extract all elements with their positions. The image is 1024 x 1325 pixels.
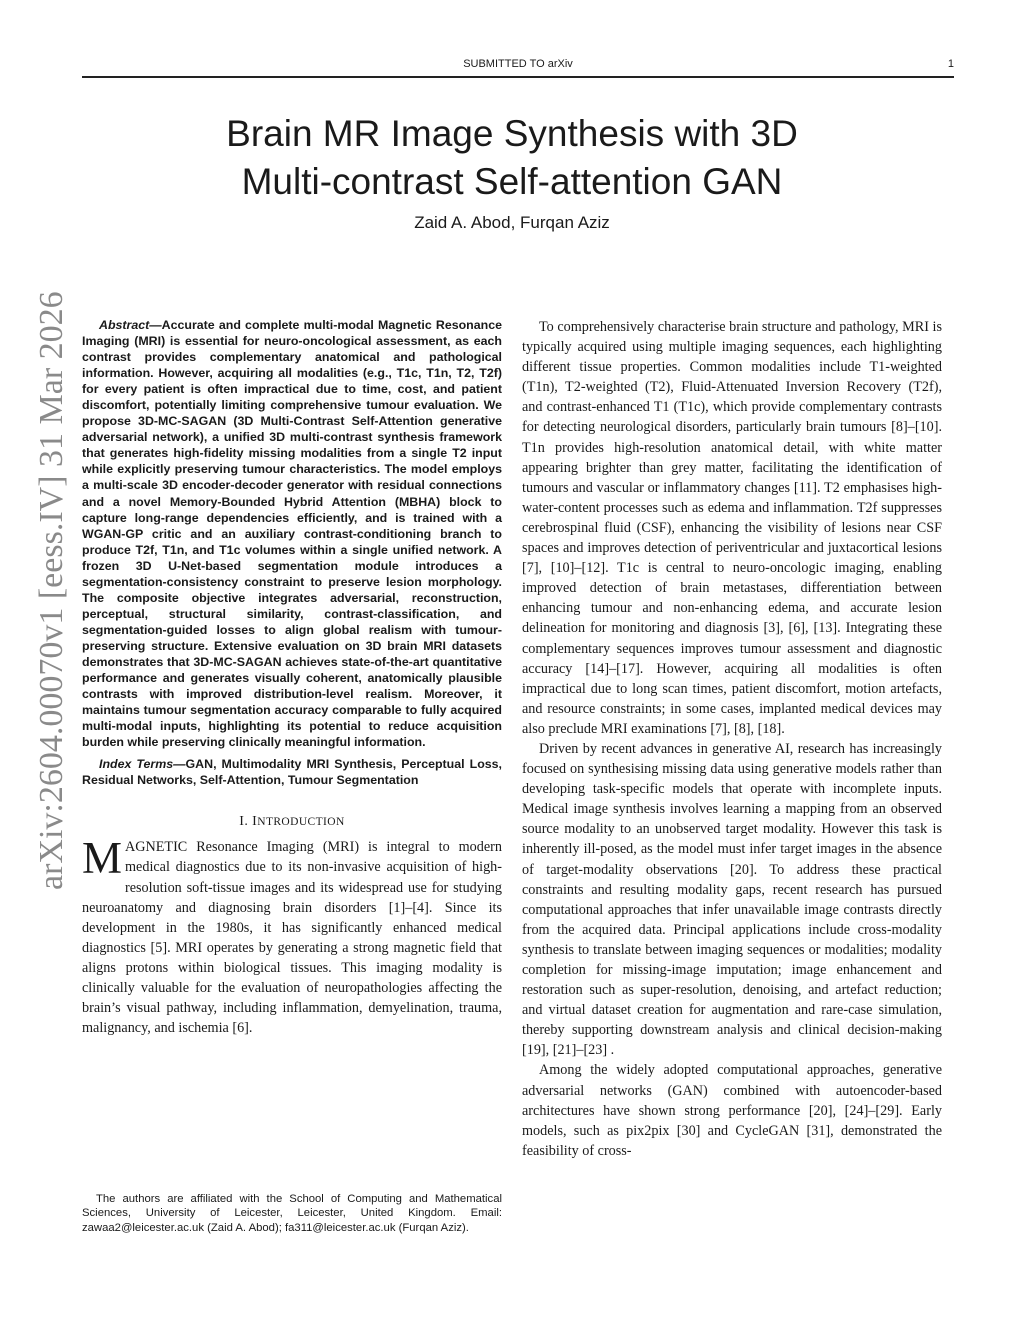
intro-paragraph-text: AGNETIC Resonance Imaging (MRI) is integral to modern medical diagnostics due to its non-invasive acquisition of high-resolution soft-tissue images and its widespread use for studying neuroanatomy and diagnosing brain disorders [1]–[4]. Since its development in the 1980s, it has significantly enhanced medical diagnostics [5]. MRI operates by generating a strong magnetic field that aligns protons within biological tissues. This imaging modality is clinically valuable for the evaluation of neuropathologies affecting the brain’s visual pathway, including inflammation, demyelination, trauma, malignancy, and ischemia [6]. [82, 839, 502, 1037]
section-heading-introduction [82, 814, 502, 830]
left-column [82, 317, 502, 1038]
right-column [522, 317, 942, 1161]
paper-title [150, 110, 874, 206]
arxiv-identifier[interactable]: arXiv:2604.00070v1 [eess.IV] 31 Mar 2026 [33, 291, 70, 890]
title-line: Brain MR Image Synthesis with 3D [226, 113, 798, 154]
running-header [82, 58, 954, 78]
affiliation-footnote: The authors are affiliated with the School of Computing and Mathematical Sciences, University of Leicester, Leicester, United Kingdom. Email: zawaa2@leicester.ac.uk (Zaid A. Abod); fa311@leicester.ac.uk (Furqan Aziz). [82, 1193, 502, 1234]
index-terms-label: Index Terms— [99, 757, 186, 772]
index-terms [82, 756, 502, 788]
abstract-label: Abstract— [99, 318, 162, 332]
section-numeral: I. I [239, 814, 258, 830]
page-number: 1 [947, 58, 954, 70]
journal-name: SUBMITTED TO arXiv [463, 58, 573, 70]
body-paragraph: To comprehensively characterise brain structure and pathology, MRI is typically acquired using multiple imaging sequences, each highlighting different tissue properties. Common modalities include T1-weighted (T1n), T2-weighted (T2), Fluid-Attenuated Inversion Recovery (T2f), and contrast-enhanced T1 (T1c), which provide complementary contrasts for detecting neurological disorders, particularly brain tumours [8]–[10]. T1n provides high-resolution anatomical detail, with white matter appearing brighter than grey matter, facilitating the identification of tumours and vascular or inflammatory changes [11]. T2 emphasises high-water-content processes such as edema and inflammation. T2f suppresses cerebrospinal fluid (CSF), enhancing the visibility of lesions near CSF spaces and improves detection of periventricular and juxtacortical lesions [7], [10]–[12]. T1c is central to neuro-oncologic imaging, enabling improved detection of brain metastases, differentiation between enhancing tumour and non-enhancing edema, and accurate lesion delineation for monitoring and diagnosis [3], [6], [13]. Integrating these complementary sequences improves tumour assessment and diagnostic accuracy [14]–[17]. However, acquiring all modalities is often impractical due to long scan times, patient discomfort, motion artefacts, and resource constraints; in some cases, implanted medical devices may also preclude MRI examinations [7], [8], [18]. [522, 319, 942, 737]
drop-cap: M [82, 833, 123, 884]
index-terms-text: GAN, Multimodality MRI Synthesis, Perceptual Loss, Residual Networks, Self-Attention, Tumour Segmentation [82, 757, 502, 788]
body-paragraph: Among the widely adopted computational approaches, generative adversarial networks (GAN) combined with autoencoder-based architectures have shown strong performance [20], [24]–[29]. Early models, such as pix2pix [30] and CycleGAN [31], demonstrated the feasibility of cross- [522, 1062, 942, 1159]
abstract [82, 317, 502, 750]
body-paragraph: Driven by recent advances in generative AI, research has increasingly focused on synthesising missing data using generative models rather than developing task-specific models that operate with incomplete inputs. Medical image synthesis involves learning a mapping from an observed source modality to an unobserved target modality. However this task is inherently ill-posed, as the model must infer target images in the absence of target-modality observations [20]. To address these practical constraints and resulting modality gaps, recent research has pursued computational approaches that infer unavailable image contrasts directly from the acquired data. Principal applications include cross-modality synthesis to translate between imaging sequences or modalities; modality completion for missing-image imputation; image enhancement and restoration such as super-resolution, denoising, and artefact reduction; and virtual dataset creation for augmentation and rare-case simulation, thereby supporting downstream analysis and clinical decision-making [19], [21]–[23] . [522, 740, 942, 1059]
abstract-text: Accurate and complete multi-modal Magnetic Resonance Imaging (MRI) is essential for neuro-oncological assessment, as each contrast provides complementary anatomical and pathological information. However, acquiring all modalities (e.g., T1c, T1n, T2, T2f) for every patient is often impractical due to time, cost, and patient discomfort, potentially limiting comprehensive tumour evaluation. We propose 3D-MC-SAGAN (3D Multi-Contrast Self-Attention generative adversarial network), a unified 3D multi-contrast synthesis framework that generates high-fidelity missing modalities from a single T2 input while explicitly preserving tumour characteristics. The model employs a multi-scale 3D encoder-decoder generator with residual connections and a novel Memory-Bounded Hybrid Attention (MBHA) block to capture long-range dependencies efficiently, and is trained with a WGAN-GP critic and an auxiliary contrast-conditioning branch to produce T2f, T1n, and T1c volumes within a single unified network. A frozen 3D U-Net-based segmentation module introduces a segmentation-consistency constraint to preserve lesion morphology. The composite objective integrates adversarial, reconstruction, perceptual, structural similarity, contrast-classification, and segmentation-guided losses to align global realism with tumour-preserving structure. Extensive evaluation on 3D brain MRI datasets demonstrates that 3D-MC-SAGAN achieves state-of-the-art quantitative performance and generates visually coherent, anatomically plausible contrasts with improved distribution-level realism. Moreover, it maintains tumour segmentation accuracy comparable to fully acquired multi-modal inputs, highlighting its potential to reduce acquisition burden while preserving clinically meaningful information. [82, 318, 502, 750]
section-name: NTRODUCTION [257, 816, 345, 829]
title-line: Multi-contrast Self-attention GAN [241, 161, 783, 202]
intro-paragraph [82, 833, 502, 1038]
author-list: Zaid A. Abod, Furqan Aziz [414, 213, 610, 232]
